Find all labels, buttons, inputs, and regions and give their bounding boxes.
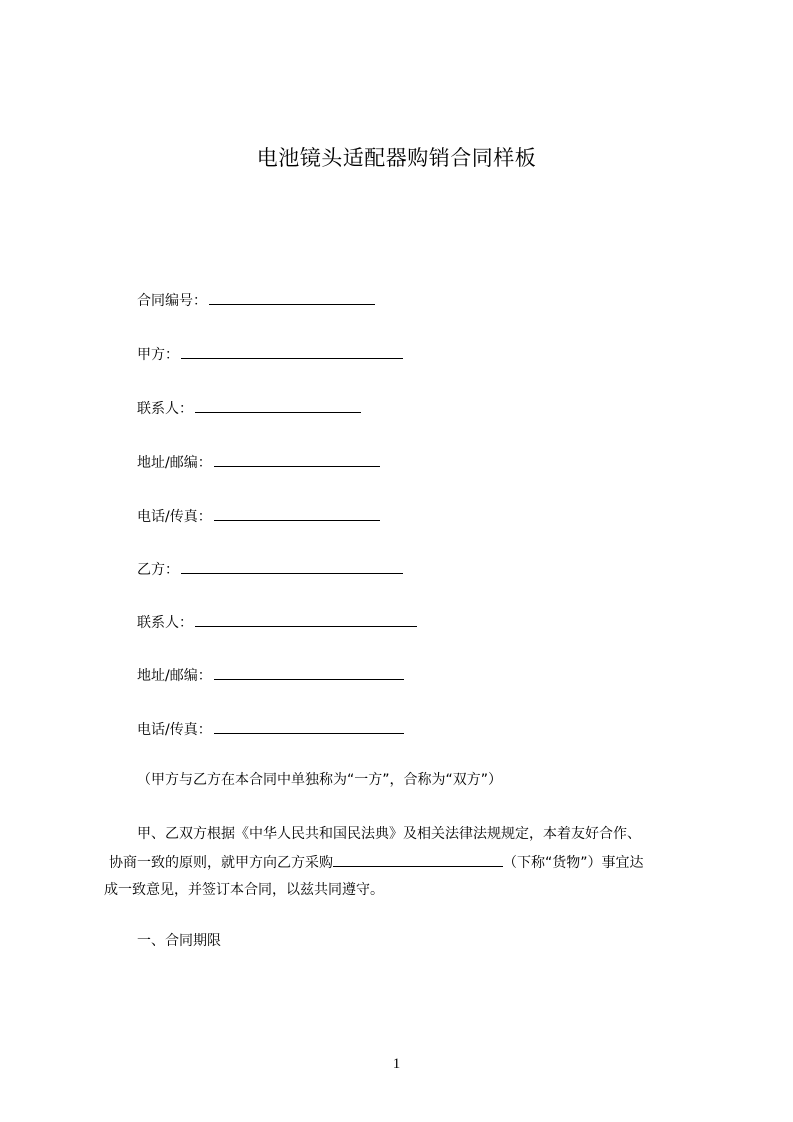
field-party-a-phone — [137, 506, 380, 527]
blank-line — [181, 344, 403, 359]
field-party-a-contact — [137, 398, 361, 419]
field-label: 甲方： — [137, 347, 179, 363]
blank-line — [195, 612, 417, 627]
field-party-a-address — [137, 452, 380, 473]
section-heading: 一、合同期限 — [137, 933, 221, 949]
field-label: 电话/传真： — [137, 509, 212, 525]
party-note: （甲方与乙方在本合同中单独称为“一方”，合称为“双方”） — [137, 772, 503, 788]
blank-line — [209, 290, 375, 305]
blank-line — [214, 506, 380, 521]
blank-line — [195, 398, 361, 413]
blank-line — [214, 452, 380, 467]
blank-line — [181, 559, 403, 574]
field-party-b-contact — [137, 612, 417, 633]
field-label: 地址/邮编： — [137, 455, 212, 471]
intro-line-3: 成一致意见，并签订本合同，以兹共同遵守。 — [104, 882, 384, 898]
field-label: 合同编号： — [137, 293, 207, 309]
goods-blank-line — [333, 852, 503, 867]
blank-line — [214, 719, 404, 734]
intro-text: 协商一致的原则，就甲方向乙方采购 — [109, 855, 333, 871]
field-label: 电话/传真： — [137, 722, 212, 738]
field-label: 联系人： — [137, 615, 193, 631]
field-label: 联系人： — [137, 401, 193, 417]
field-label: 乙方： — [137, 562, 179, 578]
intro-line-1: 甲、乙双方根据《中华人民共和国民法典》及相关法律法规规定，本着友好合作、 — [137, 826, 641, 842]
field-party-b-phone — [137, 719, 404, 740]
page-number: 1 — [392, 1056, 401, 1072]
field-contract-no — [137, 290, 375, 311]
field-party-b-address — [137, 665, 404, 686]
field-party-b — [137, 559, 403, 580]
intro-line-2 — [109, 852, 644, 873]
blank-line — [214, 665, 404, 680]
field-party-a — [137, 344, 403, 365]
page-title: 电池镜头适配器购销合同样板 — [256, 146, 537, 170]
intro-text: （下称“货物”）事宜达 — [503, 855, 644, 871]
field-label: 地址/邮编： — [137, 668, 212, 684]
